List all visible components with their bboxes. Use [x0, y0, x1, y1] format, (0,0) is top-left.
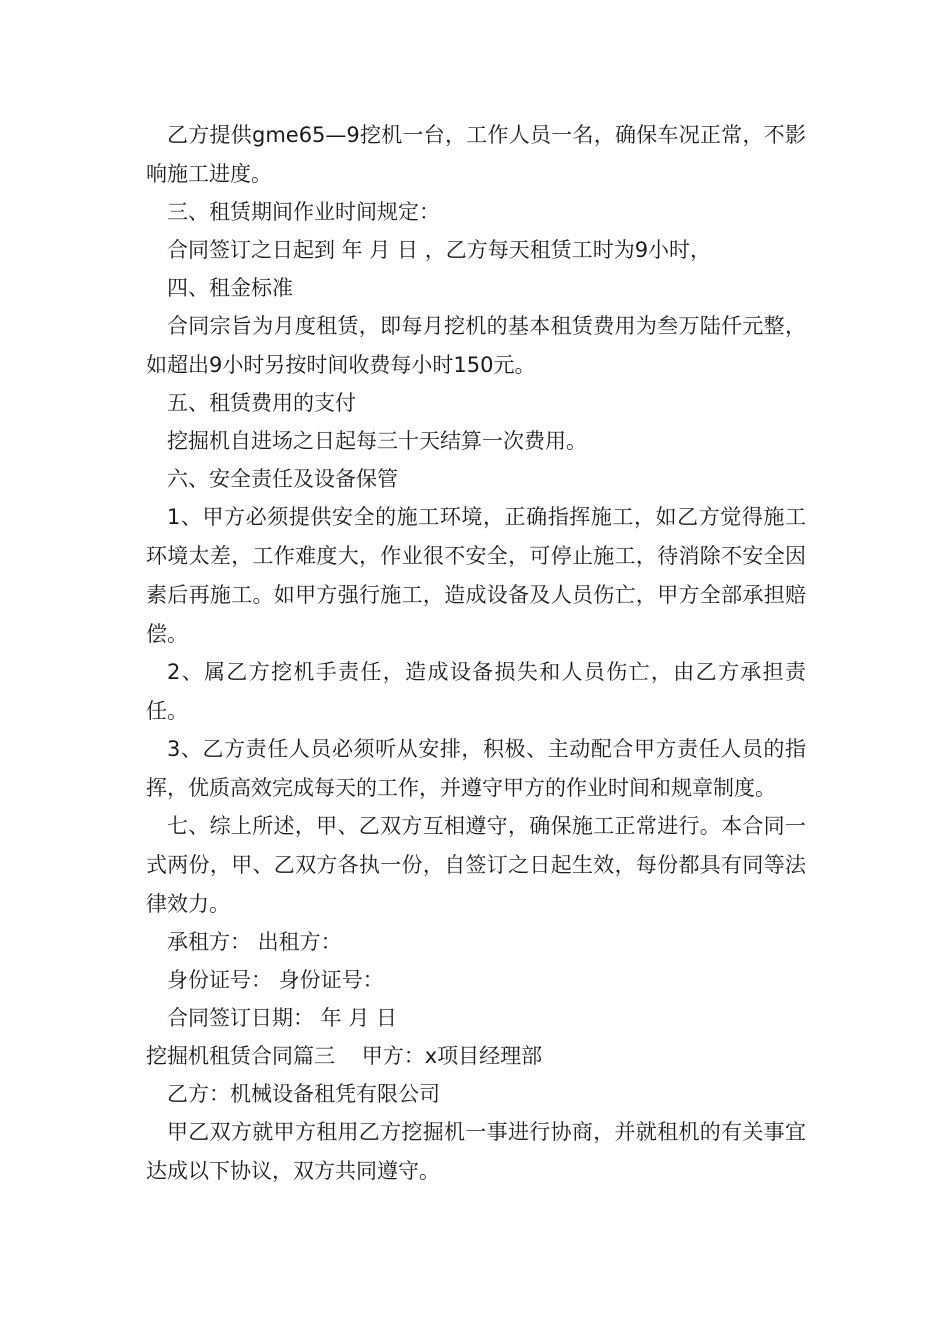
document-page — [146, 116, 806, 1190]
paragraph-safety-2: 2、属乙方挖机手责任，造成设备损失和人员伤亡，由乙方承担责任。 — [146, 660, 806, 723]
party-b-line: 乙方：机械设备租凭有限公司 — [167, 1082, 440, 1106]
heading-rent-standard: 四、租金标准 — [167, 276, 293, 300]
signature-date: 合同签订日期： 年 月 日 — [167, 1006, 398, 1030]
paragraph-safety-1: 1、甲方必须提供安全的施工环境，正确指挥施工，如乙方觉得施工环境太差，工作难度大，作业很不安全，可停止施工，待消除不安全因素后再施工。如甲方强行施工，造成设备及人员伤亡，甲方全部承担赔偿。 — [146, 505, 806, 646]
paragraph-payment: 挖掘机自进场之日起每三十天结算一次费用。 — [167, 429, 587, 453]
heading-work-time: 三、租赁期间作业时间规定： — [167, 200, 440, 224]
paragraph-rent-standard: 合同宗旨为月度租赁，即每月挖机的基本租赁费用为叁万陆仟元整，如超出9小时另按时间收费每小时150元。 — [146, 314, 806, 377]
heading-payment: 五、租赁费用的支付 — [167, 391, 356, 415]
paragraph-summary: 七、综上所述，甲、乙双方互相遵守，确保施工正常进行。本合同一式两份，甲、乙双方各执一份，自签订之日起生效，每份都具有同等法律效力。 — [146, 814, 806, 916]
paragraph-safety-3: 3、乙方责任人员必须听从安排，积极、主动配合甲方责任人员的指挥，优质高效完成每天的工作，并遵守甲方的作业时间和规章制度。 — [146, 737, 806, 800]
paragraph-agreement-intro: 甲乙双方就甲方租用乙方挖掘机一事进行协商，并就租机的有关事宜达成以下协议，双方共同遵守。 — [146, 1120, 806, 1183]
paragraph-equipment: 乙方提供gme65—9挖机一台，工作人员一名，确保车况正常，不影响施工进度。 — [146, 123, 806, 186]
signature-id-numbers: 身份证号： 身份证号： — [167, 968, 384, 992]
heading-safety: 六、安全责任及设备保管 — [167, 467, 398, 491]
contract-three-title: 挖掘机租赁合同篇三 甲方：x项目经理部 — [146, 1044, 543, 1068]
paragraph-work-time: 合同签订之日起到 年 月 日 ，乙方每天租赁工时为9小时， — [167, 238, 712, 262]
signature-parties: 承租方： 出租方： — [167, 930, 342, 954]
